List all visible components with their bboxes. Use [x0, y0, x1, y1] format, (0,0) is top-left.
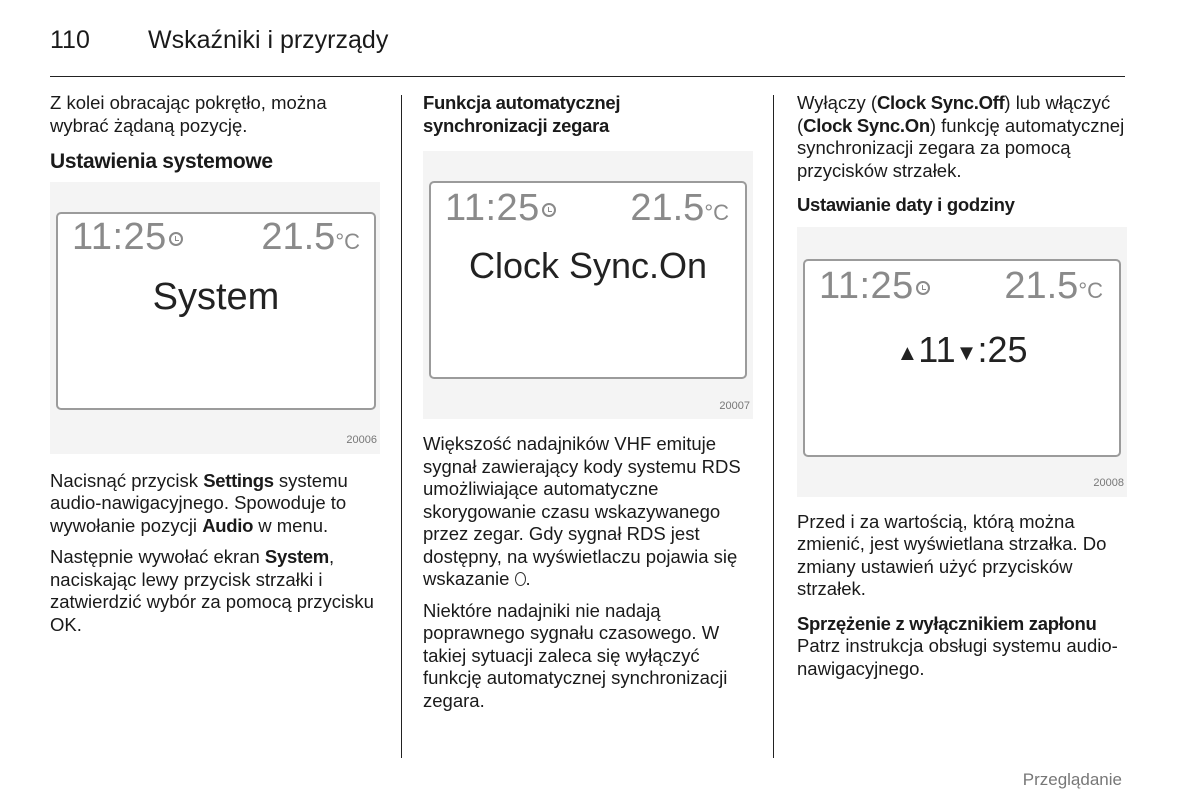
- paragraph: Patrz instrukcja obsługi systemu audio-nawigacyjnego.: [797, 635, 1118, 679]
- figure-system: [50, 182, 380, 454]
- footer-label: Przeglądanie: [1022, 770, 1122, 789]
- paragraph: Przed i za wartością, którą można zmienić, jest wyświetlana strzałka. Do zmiany ustawień użyć przycisków strzałek.: [797, 510, 1107, 599]
- display-main-text: Clock Sync.On: [468, 245, 708, 286]
- chapter-title: Wskaźniki i przyrządy: [148, 26, 389, 54]
- column-divider: [401, 95, 402, 758]
- display-screen: [429, 181, 747, 379]
- figure-code: 20007: [719, 399, 750, 412]
- display-screen: [56, 212, 376, 410]
- display-main-text: System: [152, 275, 280, 318]
- clock-sync-icon: [169, 232, 183, 246]
- display-time-setting: ▲11▼:25: [896, 328, 1028, 370]
- display-temperature: 21.5°C: [630, 187, 729, 229]
- display-temperature: 21.5°C: [1004, 264, 1103, 307]
- display-time: 11:25: [72, 226, 183, 249]
- intro-text: Z kolei obracając pokrętło, można wybrać żądaną pozycję.: [50, 92, 327, 136]
- section-heading-clock-sync: Funkcja automatycznej synchronizacji zegara: [423, 92, 621, 136]
- display-screen: [803, 259, 1121, 457]
- figure-date-time: [797, 227, 1127, 497]
- column-2: [423, 92, 758, 721]
- column-1: [50, 92, 380, 645]
- page-number: 110: [50, 26, 90, 54]
- section-heading-system-settings: Ustawienia systemowe: [50, 150, 273, 173]
- paragraph: Większość nadajników VHF emituje sygnał zawierający kody systemu RDS umożliwiające automatyczne skorygowanie czasu wskazywanego przez zegar. Gdy sygnał RDS jest dostępny, na wyświetlaczu pojawia się wskazanie .: [423, 433, 741, 589]
- page-header: [50, 24, 1125, 77]
- display-temperature: 21.5°C: [261, 215, 360, 258]
- column-3: [797, 92, 1132, 689]
- figure-clock-sync: [423, 151, 753, 419]
- arrow-down-icon: ▼: [955, 339, 978, 365]
- paragraph: Nacisnąć przycisk Settings systemu audio-nawigacyjnego. Spowoduje to wywołanie pozycji Audio w menu.: [50, 469, 348, 536]
- column-divider: [773, 95, 774, 758]
- paragraph: Następnie wywołać ekran System, naciskając lewy przycisk strzałki i zatwierdzić wybór za pomocą przycisku OK.: [50, 546, 374, 635]
- rds-clock-icon: [515, 572, 526, 586]
- paragraph: Niektóre nadajniki nie nadają poprawnego sygnału czasowego. W takiej sytuacji zaleca się wyłączyć funkcję automatycznej synchronizacji zegara.: [423, 599, 728, 711]
- figure-code: 20008: [1093, 477, 1124, 489]
- section-heading-date-time: Ustawianie daty i godziny: [797, 194, 1015, 215]
- clock-sync-icon: [542, 203, 556, 217]
- paragraph: Wyłączy (Clock Sync.Off) lub włączyć (Clock Sync.On) funkcję automatycznej synchronizacji zegara za pomocą przycisków strzałek.: [797, 92, 1125, 181]
- display-time: 11:25: [819, 275, 930, 298]
- arrow-up-icon: ▲: [896, 339, 919, 365]
- clock-sync-icon: [916, 281, 930, 295]
- figure-code: 20006: [346, 434, 377, 446]
- display-time: 11:25: [445, 197, 556, 220]
- section-heading-ignition: Sprzężenie z wyłącznikiem zapłonu: [797, 612, 1097, 634]
